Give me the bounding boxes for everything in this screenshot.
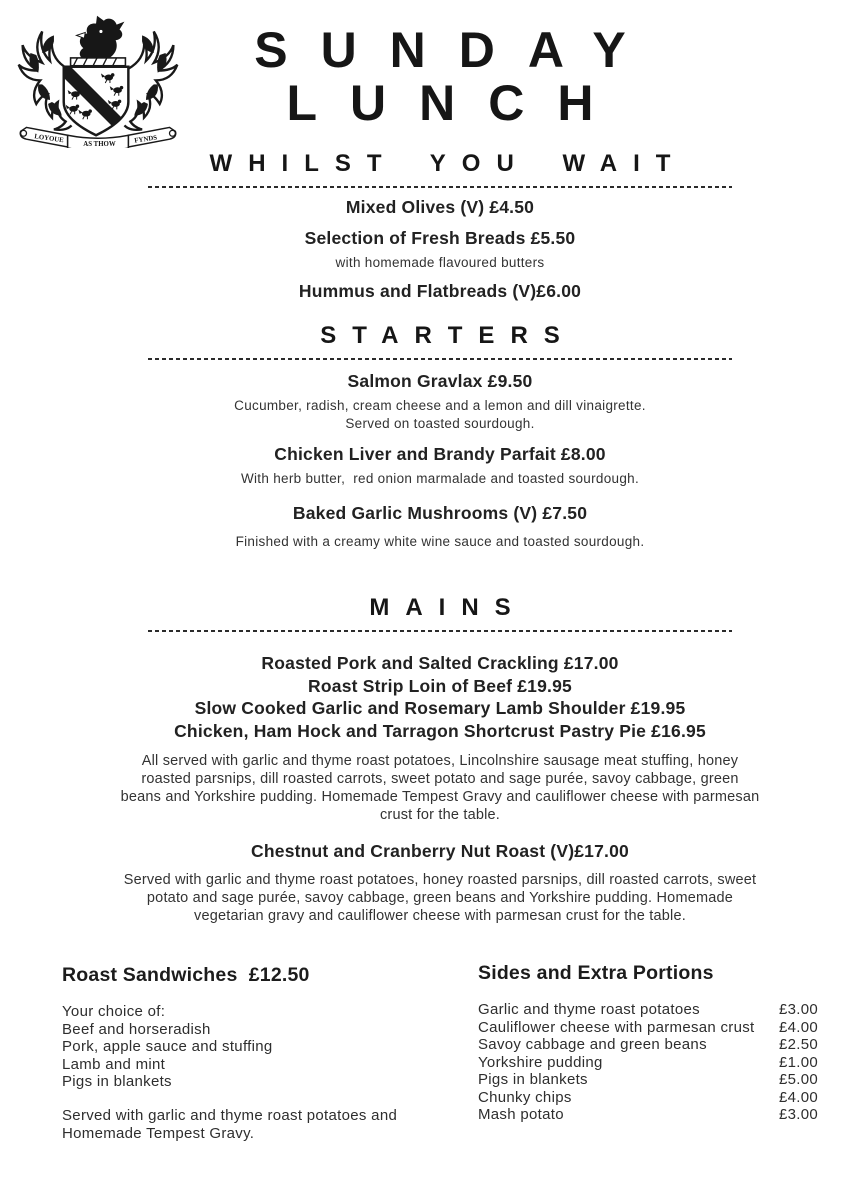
- menu-item: Salmon Gravlax £9.50: [347, 371, 533, 391]
- side-item-row: [478, 1089, 818, 1107]
- menu-item: Slow Cooked Garlic and Rosemary Lamb Shoulder £19.95: [194, 698, 686, 718]
- menu-item: Chicken Liver and Brandy Parfait £8.00: [274, 444, 606, 464]
- section-heading: WHILST YOU WAIT: [209, 150, 687, 177]
- motto-text-left: LOYOUE: [33, 133, 65, 145]
- section-roast-sandwiches: [62, 964, 452, 1142]
- sandwich-option: Pigs in blankets: [62, 1073, 172, 1091]
- side-item-price: £5.00: [778, 1071, 818, 1088]
- menu-item: Chestnut and Cranberry Nut Roast (V)£17.00: [251, 841, 629, 861]
- wyvern-crest-icon: [76, 16, 124, 60]
- side-item-price: £3.00: [778, 1106, 818, 1123]
- menu-item: Chicken, Ham Hock and Tarragon Shortcrust Pastry Pie £16.95: [174, 720, 706, 741]
- side-item-price: £4.00: [778, 1088, 818, 1106]
- menu-item-description: With herb butter, red onion marmalade and toasted sourdough.: [240, 471, 640, 486]
- side-item-price: £2.50: [778, 1036, 818, 1053]
- dashed-divider: [148, 358, 732, 360]
- menu-item-description: Cucumber, radish, cream cheese and a lemon and dill vinaigrette. Served on toasted sourdough.: [234, 398, 650, 431]
- side-item-name: Savoy cabbage and green beans: [478, 1036, 707, 1053]
- side-item-row: [478, 1001, 818, 1019]
- motto-text-center: AS THOW: [83, 141, 116, 148]
- subsection-heading: Sides and Extra Portions: [478, 962, 714, 984]
- side-item-price: £1.00: [778, 1053, 818, 1071]
- section-starters: [120, 322, 760, 559]
- subsection-heading: Roast Sandwiches £12.50: [62, 964, 310, 986]
- torse-icon: [71, 58, 126, 66]
- motto-text-right: FYNDS: [133, 134, 158, 145]
- section-mains: [120, 594, 760, 925]
- section-heading: STARTERS: [320, 322, 576, 349]
- menu-item: Mixed Olives (V) £4.50: [345, 197, 535, 217]
- shield-icon: [64, 67, 129, 136]
- title-line-2: LUNCH: [286, 75, 627, 131]
- side-item-row: [478, 1036, 818, 1054]
- side-item-row: [478, 1106, 818, 1124]
- side-item-name: Mash potato: [478, 1106, 564, 1123]
- page-title: [120, 24, 760, 130]
- dashed-divider: [148, 630, 732, 632]
- side-item-row: [478, 1054, 818, 1072]
- section-whilst-you-wait: [120, 150, 760, 303]
- section-heading: MAINS: [369, 594, 527, 621]
- side-item-name: Yorkshire pudding: [478, 1053, 603, 1071]
- side-item-row: [478, 1019, 818, 1037]
- side-item-name: Cauliflower cheese with parmesan crust: [478, 1018, 755, 1036]
- side-item-price: £4.00: [778, 1018, 818, 1036]
- side-item-name: Pigs in blankets: [478, 1071, 588, 1088]
- sandwich-note: Served with garlic and thyme roast potatoes and Homemade Tempest Gravy.: [62, 1106, 398, 1142]
- veggie-note: Served with garlic and thyme roast potatoes, honey roasted parsnips, dill roasted carrots, sweet potato and sage purée, savoy cabbage, green beans and Yorkshire pudding. Homemade vegetarian gravy and cauliflower cheese with parmesan crust for the table.: [123, 872, 757, 924]
- side-item-price: £3.00: [778, 1001, 818, 1018]
- sandwich-intro: Your choice of:: [62, 1003, 166, 1020]
- section-sides: [478, 962, 818, 1124]
- title-line-1: SUNDAY: [254, 22, 659, 78]
- menu-item: Baked Garlic Mushrooms (V) £7.50: [292, 503, 588, 523]
- side-item-name: Chunky chips: [478, 1088, 572, 1106]
- sandwich-option: Pork, apple sauce and stuffing: [62, 1038, 273, 1056]
- side-item-name: Garlic and thyme roast potatoes: [478, 1001, 700, 1018]
- menu-item: Hummus and Flatbreads (V)£6.00: [298, 281, 582, 301]
- menu-item: Selection of Fresh Breads £5.50: [304, 228, 576, 248]
- dashed-divider: [148, 186, 732, 188]
- sandwich-option: Beef and horseradish: [62, 1020, 211, 1038]
- roasts-note: All served with garlic and thyme roast potatoes, Lincolnshire sausage meat stuffing, honey roasted parsnips, dill roasted carrots, sweet potato and sage purée, savoy cabbage, green beans and Yorkshire pudding. Homemade Tempest Gravy and cauliflower cheese with parmesan crust for the table.: [120, 753, 760, 823]
- sandwich-option: Lamb and mint: [62, 1055, 166, 1073]
- menu-item: Roast Strip Loin of Beef £19.95: [308, 675, 572, 696]
- menu-item: Roasted Pork and Salted Crackling £17.00: [261, 653, 619, 673]
- menu-item-description: Finished with a creamy white wine sauce and toasted sourdough.: [235, 534, 645, 549]
- menu-item-description: with homemade flavoured butters: [335, 255, 545, 270]
- side-item-row: [478, 1071, 818, 1089]
